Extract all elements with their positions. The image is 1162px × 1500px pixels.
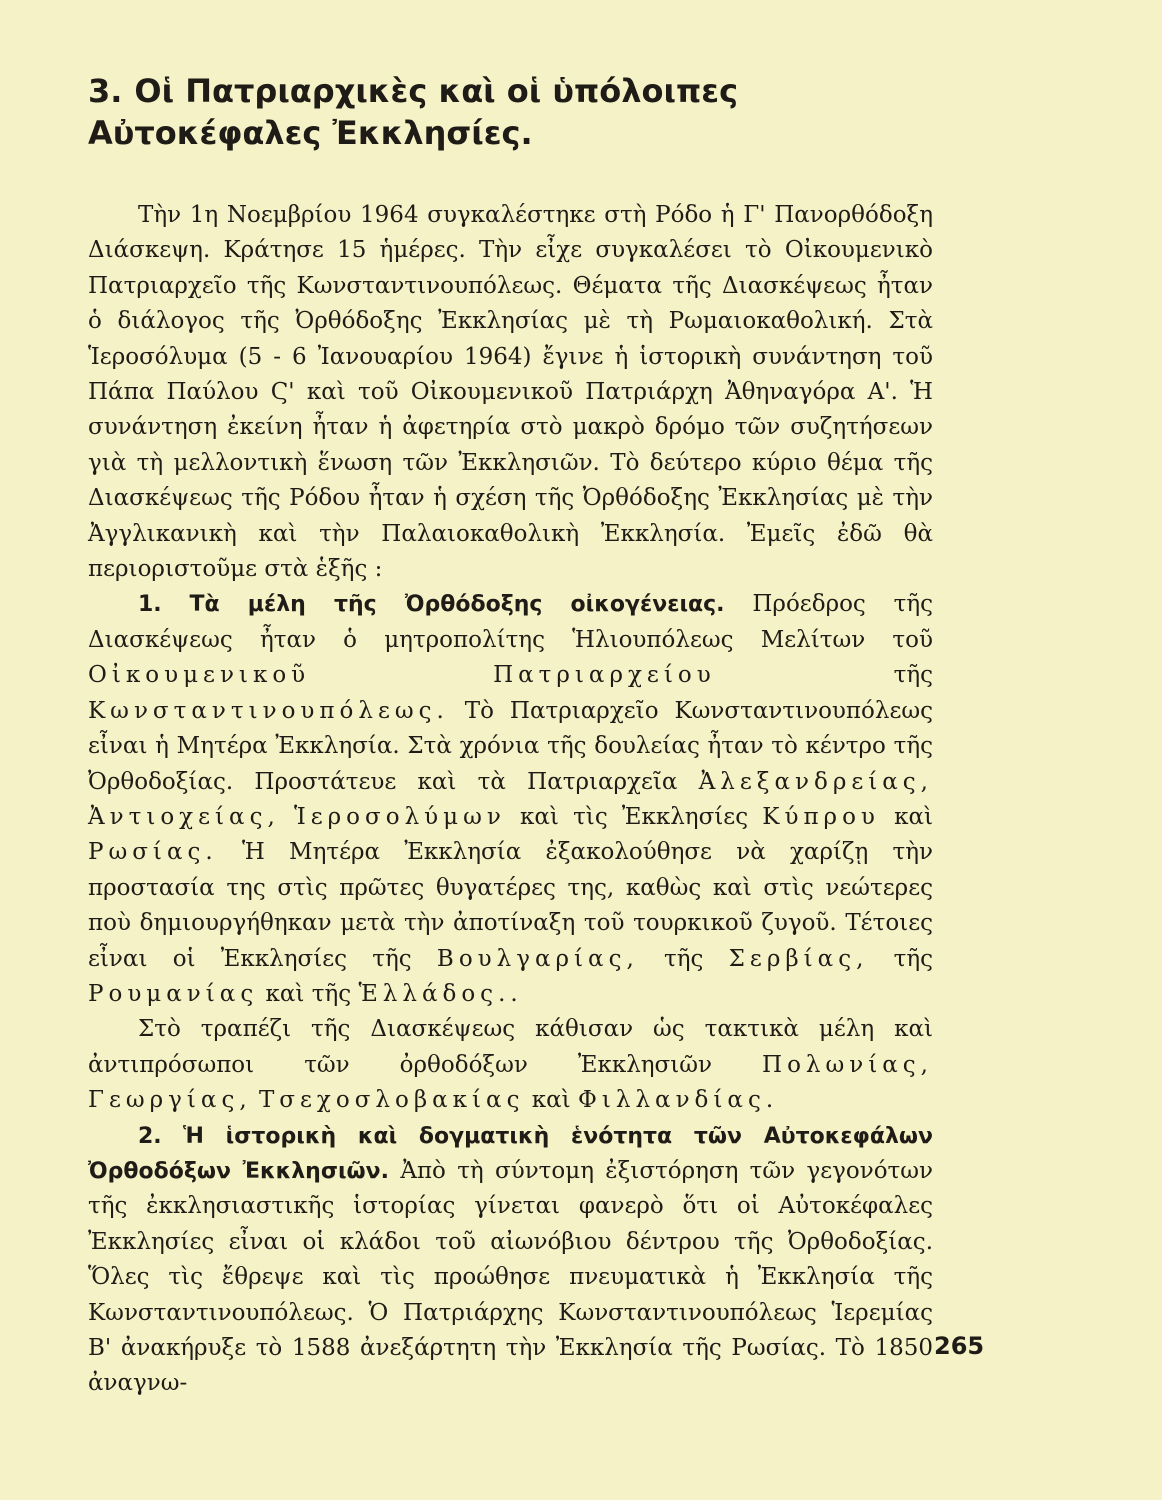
section-title: Οἱ Πατριαρχικὲς καὶ οἱ ὑπόλοιπες Αὐτοκέφαλες Ἐκκλησίες. <box>88 72 739 152</box>
page-number: 265 <box>934 1332 985 1360</box>
text: Πρόεδρος τῆς Διασκέψεως ἦταν ὁ μητροπολίτης Ἡλιουπόλεως Μελίτων τοῦ <box>88 591 934 653</box>
spaced-text: Πολωνίας, <box>762 1051 933 1078</box>
subsection-1-title: Τὰ μέλη τῆς Ὀρθόδοξης οἰκογένειας. <box>189 592 725 618</box>
spaced-text: Ἀντιοχείας, <box>88 803 280 830</box>
page-content <box>88 70 933 1402</box>
text: τῆς <box>664 945 704 972</box>
text: Στὸ τραπέζι τῆς Διασκέψεως κάθισαν ὡς τακτικὰ μέλη καὶ ἀντιπρόσωποι τῶν ὀρθοδόξων Ἐκκλησιῶν <box>88 1016 933 1078</box>
paragraph-4 <box>88 1119 933 1402</box>
text: τῆς <box>893 662 934 689</box>
text: Τὸ Πατριαρχεῖο Κωνσταντινουπόλεως εἶναι ἡ Μητέρα Ἐκκλησία. Στὰ χρόνια τῆς δουλείας ἦταν τὸ κέντρο τῆς Ὀρθοδοξίας. Προστάτευε καὶ τὰ Πατριαρχεῖα <box>88 697 933 795</box>
spaced-text: Κωνσταντινουπόλεως. <box>88 697 449 724</box>
text: καὶ τῆς <box>265 980 352 1007</box>
text: καὶ τὶς Ἐκκλησίες <box>519 803 749 830</box>
text: Ἀπὸ τὴ σύντομη ἐξιστόρηση τῶν γεγονότων τῆς ἐκκλησιαστικῆς ἱστορίας γίνεται φανερὸ ὅτι οἱ Αὐτοκέφαλες Ἐκκλησίες εἶναι οἱ κλάδοι τοῦ αἰωνόβιου δέντρου τῆς Ὀρθοδοξίας. Ὅλες τὶς ἔθρεψε καὶ τὶς προώθησε πνευματικὰ ἡ Ἐκκλησία τῆς Κωνσταντινουπόλεως. Ὁ Πατριάρχης Κωνσταντινουπόλεως Ἱερεμίας Β' ἀνακήρυξε τὸ 1588 ἀνεξάρτητη τὴν Ἐκκλησία τῆς Ρωσίας. Τὸ 1850 ἀναγνω- <box>88 1157 933 1397</box>
paragraph-2 <box>88 587 933 1012</box>
paragraph-3 <box>88 1012 933 1118</box>
subsection-1-number: 1. <box>138 592 162 618</box>
text: Ἡ Μητέρα Ἐκκλησία ἐξακολούθησε νὰ χαρίζῃ τὴν προστασία της στὶς πρῶτες θυγατέρες της, καθὼς καὶ στὶς νεώτερες ποὺ δημιουργήθηκαν μετὰ τὴν ἀποτίναξη τοῦ τουρκικοῦ ζυγοῦ. Τέτοιες εἶναι οἱ Ἐκκλησίες τῆς <box>88 839 933 972</box>
section-heading <box>88 70 933 154</box>
paragraph-1: Τὴν 1η Νοεμβρίου 1964 συγκαλέστηκε στὴ Ρόδο ἡ Γ' Πανορθόδοξη Διάσκεψη. Κράτησε 15 ἡμέρες. Τὴν εἶχε συγκαλέσει τὸ Οἰκουμενικὸ Πατριαρχεῖο τῆς Κωνσταντινουπόλεως. Θέματα τῆς Διασκέψεως ἦταν ὁ διάλογος τῆς Ὀρθόδοξης Ἐκκλησίας μὲ τὴ Ρωμαιοκαθολική. Στὰ Ἱεροσόλυμα (5 - 6 Ἰανουαρίου 1964) ἔγινε ἡ ἱστορικὴ συνάντηση τοῦ Πάπα Παύλου Ϛ' καὶ τοῦ Οἰκουμενικοῦ Πατριάρχη Ἀθηναγόρα Α'. Ἡ συνάντηση ἐκείνη ἦταν ἡ ἀφετηρία στὸ μακρὸ δρόμο τῶν συζητήσεων γιὰ τὴ μελλοντικὴ ἕνωση τῶν Ἐκκλησιῶν. Τὸ δεύτερο κύριο θέμα τῆς Διασκέψεως τῆς Ρόδου ἦταν ἡ σχέση τῆς Ὀρθόδοξης Ἐκκλησίας μὲ τὴν Ἀγγλικανικὴ καὶ τὴν Παλαιοκαθολικὴ Ἐκκλησία. Ἐμεῖς ἐδῶ θὰ περιοριστοῦμε στὰ ἑξῆς : <box>88 202 933 583</box>
section-number: 3. <box>88 72 123 110</box>
text: . <box>510 980 518 1007</box>
spaced-text: Γεωργίας, <box>88 1087 252 1114</box>
subsection-2-number: 2. <box>138 1123 162 1149</box>
spaced-text: Κύπρου <box>762 803 880 830</box>
spaced-text: Ἀλεξανδρείας, <box>698 768 933 795</box>
spaced-text: Ἑλλάδος. <box>358 980 511 1007</box>
spaced-text: Οἰκουμενικοῦ Πατριαρχείου <box>88 662 716 689</box>
spaced-text: Βουλγαρίας, <box>436 945 639 972</box>
spaced-text: Ἱεροσολύμων <box>293 803 506 830</box>
text: καὶ <box>894 803 934 830</box>
spaced-text: Τσεχοσλοβακίας <box>258 1087 525 1114</box>
text: τῆς <box>893 945 934 972</box>
spaced-text: Σερβίας, <box>728 945 869 972</box>
spaced-text: Ρωσίας. <box>88 839 218 866</box>
subsection-2-title: Ἡ ἱστορικὴ καὶ δογματικὴ ἑνότητα τῶν Αὐτοκεφάλων Ὀρθοδόξων Ἐκκλησιῶν. <box>88 1123 933 1184</box>
spaced-text: Ρουμανίας <box>88 980 259 1007</box>
spaced-text: Φιλλανδίας. <box>578 1087 779 1114</box>
text: καὶ <box>531 1087 571 1114</box>
